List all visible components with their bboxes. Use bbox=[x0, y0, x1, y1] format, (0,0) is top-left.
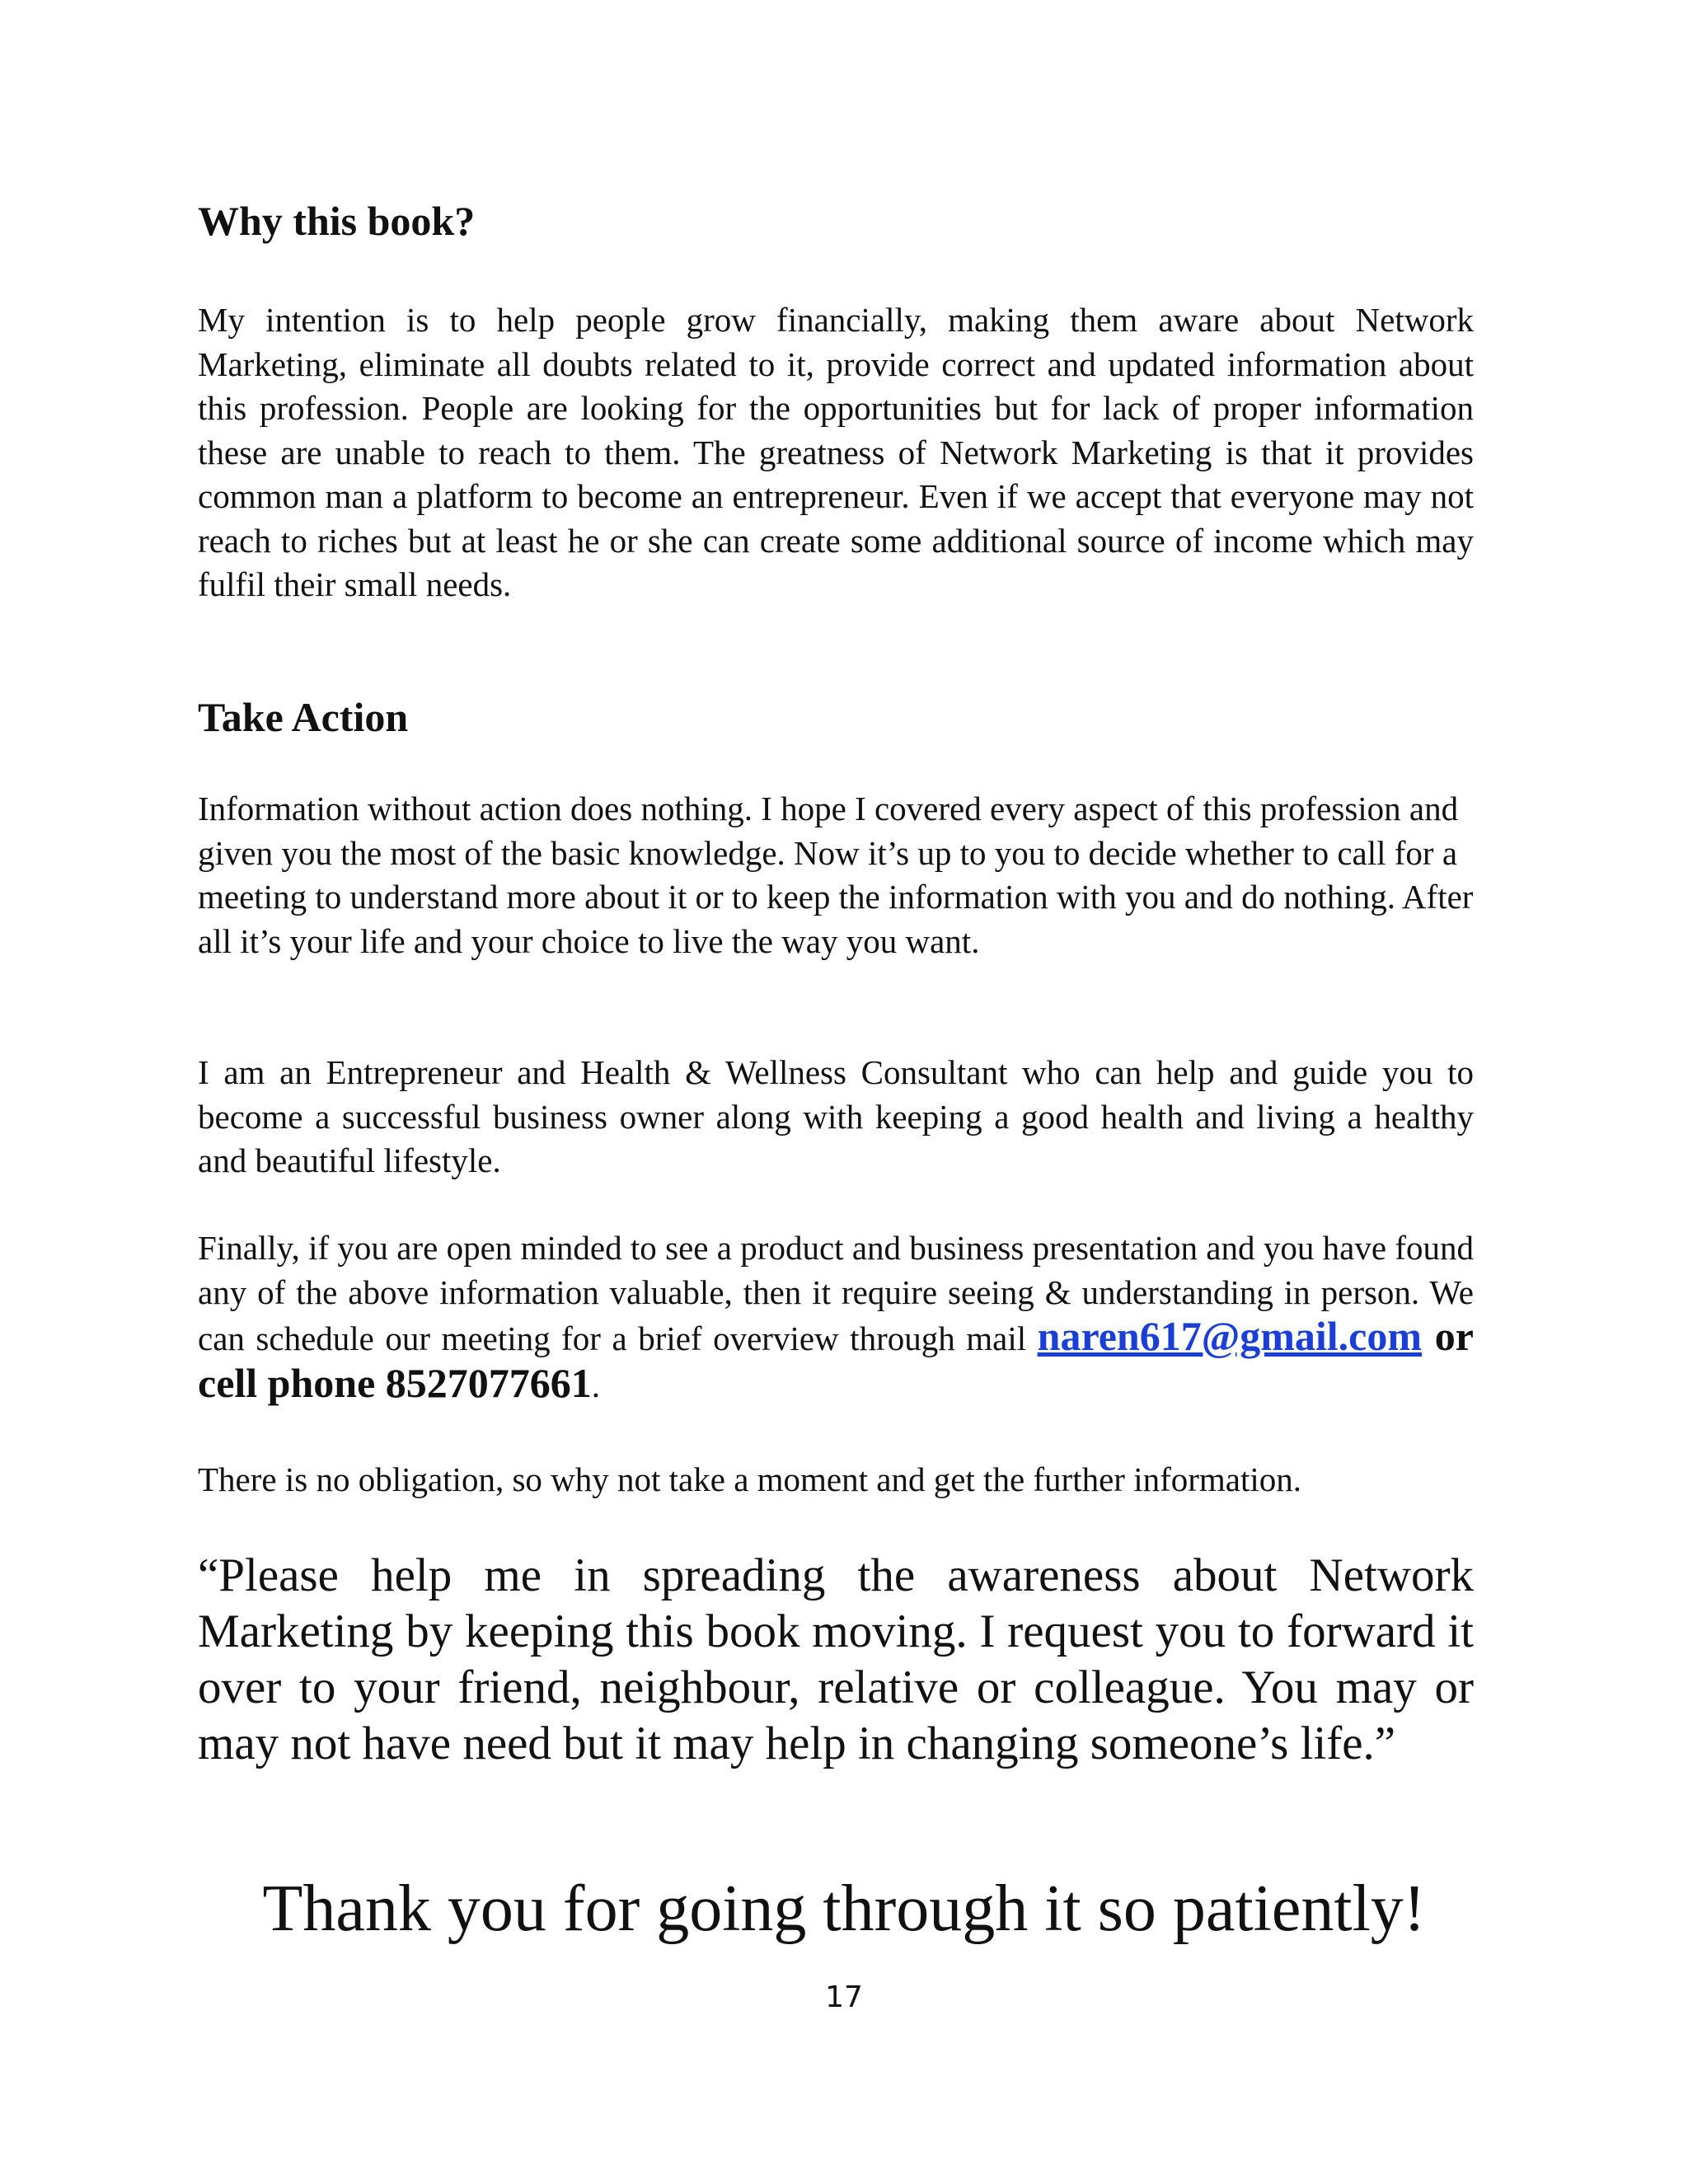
contact-end-period: . bbox=[591, 1366, 601, 1404]
quote-text: “Please help me in spreading the awareness about Network Marketing by keeping this book moving. I request you to forward it over to your friend, neighbour, relative or colleague. You may or may not have need but it may help in changing someone’s life.” bbox=[198, 1549, 1474, 1769]
paragraph-information-without-action: Information without action does nothing. I hope I covered every aspect of this profession and given you the most of the basic knowledge. Now it’s up to you to decide whether to call for a meeting to understand more about it or to keep the information with you and do nothing. After all it’s your life and your choice to live the way you want. bbox=[198, 790, 1474, 960]
paragraph-consultant: I am an Entrepreneur and Health & Wellness Consultant who can help and guide you to become a successful business owner along with keeping a good health and living a healthy and beautiful lifestyle. bbox=[198, 1053, 1474, 1179]
take-action-para-4 bbox=[198, 1458, 1474, 1502]
section-why-this-book bbox=[198, 196, 1474, 246]
phone-text: or cell phone 8527077661 bbox=[198, 1313, 1474, 1406]
quote-block bbox=[198, 1548, 1474, 1772]
email-link[interactable]: naren617@gmail.com bbox=[1037, 1313, 1423, 1359]
page-number: 17 bbox=[825, 1980, 863, 2014]
take-action-para-2 bbox=[198, 1051, 1474, 1183]
heading-why-this-book: Why this book? bbox=[198, 198, 476, 244]
paragraph-intention: My intention is to help people grow financially, making them aware about Network Marketing, eliminate all doubts related to it, provide correct and updated information about this profession. People are looking for the opportunities but for lack of proper information these are unable to reach to them. The greatness of Network Marketing is that it provides common man a platform to become an entrepreneur. Even if we accept that everyone may not reach to riches but at least he or she can create some additional source of income which may fulfil their small needs. bbox=[198, 301, 1474, 603]
section-take-action bbox=[198, 692, 1474, 742]
take-action-para-3 bbox=[198, 1226, 1474, 1408]
contact-intro-text: Finally, if you are open minded to see a product and business presentation and you have found any of the above information valuable, then it require seeing & understanding in person. We can schedule our meeting for a brief overview through mail bbox=[198, 1229, 1474, 1357]
paragraph-contact bbox=[198, 1226, 1474, 1408]
thank-you-line: Thank you for going through it so patiently! bbox=[262, 1872, 1426, 1945]
heading-take-action: Take Action bbox=[198, 694, 409, 740]
take-action-para-1 bbox=[198, 787, 1474, 963]
paragraph-no-obligation: There is no obligation, so why not take a moment and get the further information. bbox=[198, 1460, 1302, 1498]
why-this-book-body bbox=[198, 298, 1474, 607]
